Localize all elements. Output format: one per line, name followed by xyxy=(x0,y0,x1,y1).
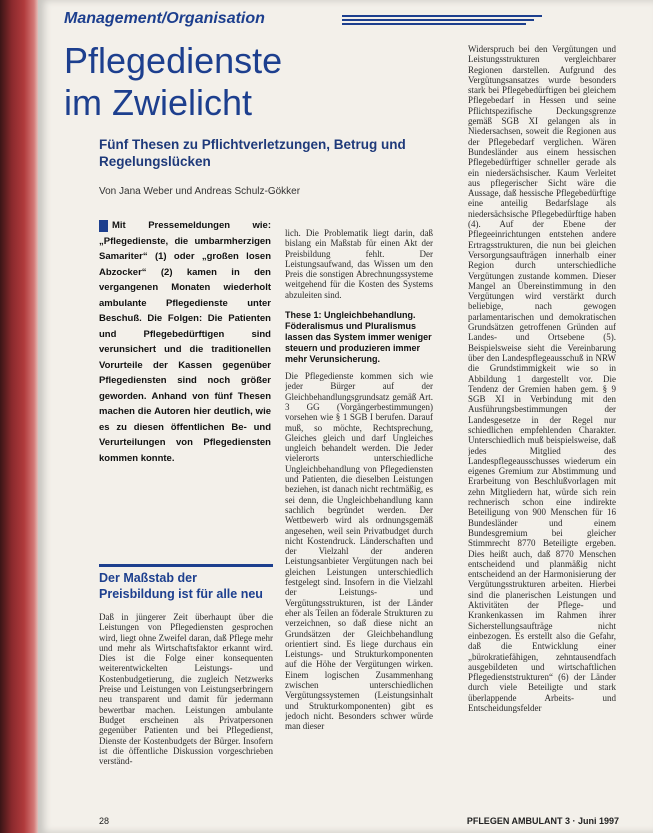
column-middle xyxy=(285,228,433,788)
lead-marker-icon xyxy=(99,220,108,232)
column-left-body xyxy=(99,612,273,806)
article-subtitle: Fünf Thesen zu Pflichtverletzungen, Betrug und Regelungslücken xyxy=(99,137,406,169)
col1b-body: Daß in jüngerer Zeit überhaupt über die Leistungen von Pflegediensten gesprochen wird, liegt ohne Zweifel daran, daß Pflege mehr und mehr als Wirtschaftsfaktor erkannt wird. Dies ist die Folge einer konsequenten weiterentwickelten Leistungs- und Kostenbudgetierung, die zugleich Netzwerks Preise und Leistungen von Leistungserbringern neu transparent und damit für jedermann bewertbar machen. Leistungen ambulante Budget erscheinen als Privatpersonen gegenüber Patienten und bei Pflegedienst, Dienste der Kostenbudgets der Bürger. Insofern ist die öffentliche Diskussion vorgeschrieben verständ- xyxy=(99,612,273,767)
page-footer xyxy=(99,816,619,828)
lead-paragraph xyxy=(99,218,271,466)
rubric-rule-lines xyxy=(342,15,542,27)
col2-body: Die Pflegedienste kommen sich wie jeder Bürger auf der Gleichbehandlungsgrundsatz gemäß Art. 3 GG (Vorgängerbestimmungen) vorsehen wie § 1 SGB I berufen. Darauf muß, so möchte, Rechtsprechung, Gleiches gleich und darf Ungleiches ungleich behandelt werden. Die Jeder vielerorts unterschiedliche Ungleichbehandlung von Pflegediensten und Patienten, die dieselben Leistungen beziehen, ist danach nicht rechtmäßig, es sei denn, die Ungleichbehandlung kann sachlich begründet werden. Der Wettbewerb wird als ordnungsgemäß angesehen, weil sein Privatbudget durch nicht Kostendruck. Länderschaften und der Vielzahl der anderen Leistungsanbieter Vergütungen nach bei gleichen Leistungen unterschiedlich festgelegt sind. Insofern in die Vielzahl der Leistungs- und Vergütungsstrukturen, ist der Länder eher als Teilen an föderale Strukturen zu verzeichnen, so daß diese nicht an Grundsätzen der Gleichbehandlung orientiert sind. Es liege durchaus ein Leistungs- und Strukturkomponenten auf die Höhe der Vergütungen wirken. Einem logischen Zusammenhang zwischen unterschiedlichen Vergütungssystemen (Leistungsinhalt und Strukturkomponenten) gibt es jedoch nicht. Besonders schwer würde man dieser xyxy=(285,371,433,732)
title-line-1: Pflegedienste xyxy=(64,40,283,81)
article-authors: Von Jana Weber und Andreas Schulz-Gökker xyxy=(99,186,301,197)
magazine-footer: PFLEGEN AMBULANT 3 · Juni 1997 xyxy=(466,816,619,826)
section-rubric xyxy=(64,10,649,32)
title-line-2: im Zwielicht xyxy=(64,82,253,123)
page-number: 28 xyxy=(99,816,110,826)
binding-spine xyxy=(0,0,40,833)
col2-intro: lich. Die Problematik liegt darin, daß bislang ein Maßstab für einen Akt der Preisbildung fehlt. Der Leistungsaufwand, das Wissen um den Preis die sonstigen Abrechnungssysteme weitgehend für die Kosten des Systems abzuleiten sind. xyxy=(285,228,433,300)
column-right xyxy=(468,44,616,816)
article-title xyxy=(64,40,424,124)
rubric-label: Management/Organisation xyxy=(64,10,265,27)
lead-text: Mit Pressemeldungen wie: „Pflegedienste, die umbarmherzigen Samariter“ (1) oder „großen losen Abzocker“ (2) kamen in den vergangenen Monaten wiederholt ambulante Pflegedienste unter Beschuß. Die Folgen: Die Patienten und Pflegebedürftigen sind verunsichert und die traditionellen Vorurteile der Kassen gegenüber Pflegediensten sind noch größer geworden. Anhand von fünf Thesen machen die Autoren hier deutlich, wie es zu diesen öffentlichen Be- und Verurteilungen von Pflegediensten kommen konnte. xyxy=(99,220,271,464)
subheading-box: Der Maßstab der Preisbildung ist für alle neu xyxy=(99,564,273,610)
thesis-1-heading: These 1: Ungleichbehandlung. Föderalismus und Pluralismus lassen das System immer weniger steuern und produzieren immer mehr Verunsicherung. xyxy=(285,310,432,365)
col3-body: Widerspruch bei den Vergütungen und Leistungsstrukturen vergleichbarer Regionen darstellen. Aufgrund des Vergütungsansatzes wurde besonders stark bei Pflegebedürftigen bei gleichem Pflegebedarf in Hessen und seine Pflichtspezifische Deckungsgrenze gemäß SGB XI gelangen als in Niedersachsen, soweit die Regionen aus der Pflegebedarf verglichen. Wären Bundesländer aus einem hessischen Pflegebedürftiger schneller gerade als ein niedersächsischer. Kaum Verleitet aus pflegerischer Sicht wäre die Aussage, daß hessische Pflegebedürftige eine anteilig Bedarfslage als niedersächsische Pflegebedürftige haben (4). Auf der Ebene der Pflegeeinrichtungen entstehen andere Ertragsstrukturen, die nun bei gleichen Versorgungsaufträgen innerhalb einer Region durch unterschiedliche Vergütungen zustande kommen. Dieser Mangel an Übereinstimmung in den Vergütungen wird verstärkt durch beliebige, nach gewogen parlamentarischen und demokratischen Grundsätzen getroffenen Gründen auf Landes- und Ortsebene (5). Beispielsweise sieht die Vereinbarung über den Landespflegeausschuß in NRW die Grundstimmigkeit wie so in Abbildung 1 dargestellt vor. Die Tendenz der Gremien haben gem. § 9 SGB XI in Verbindung mit den Ausführungsbestimmungen der Landesgesetze in der Regel nur schiedlichen empfehlenden Charakter. Unterschiedlich muß beispielsweise, daß jedes Mitglied des Landespflegeausschusses wiederum ein eigenes Gremium zur Abstimmung und Erarbeitung von Beschlußvorlagen mit zehn Mitgliedern hat, würde sich rein rechnerisch schon eine indirekte Beteiligung von 900 Menschen für 16 Bundesländer und einem Bundesgremium bei gleicher Stimmrecht 8770 Beteiligte ergeben. Dies heißt auch, daß 8770 Menschen entscheidend und planmäßig nicht entscheidend an der Harmonisierung der Vergütungsstrukturen arbeiten. Hierbei sind die planerischen Leistungen und Aktivitäten der Pflege- und Krankenkassen im Rahmen ihrer Sicherstellungsaufträge nicht einbezogen. Es erstellt also die Gefahr, daß die Entwicklung einer „bürokratiefähigen, zehntausendfach ausgebildeten und wirtschaftlichen Pflegedienststrukturen“ (6) der Länder durch viele Beteiligte und stark überlappende Arbeits- und Entscheidungsfelder xyxy=(468,44,616,713)
